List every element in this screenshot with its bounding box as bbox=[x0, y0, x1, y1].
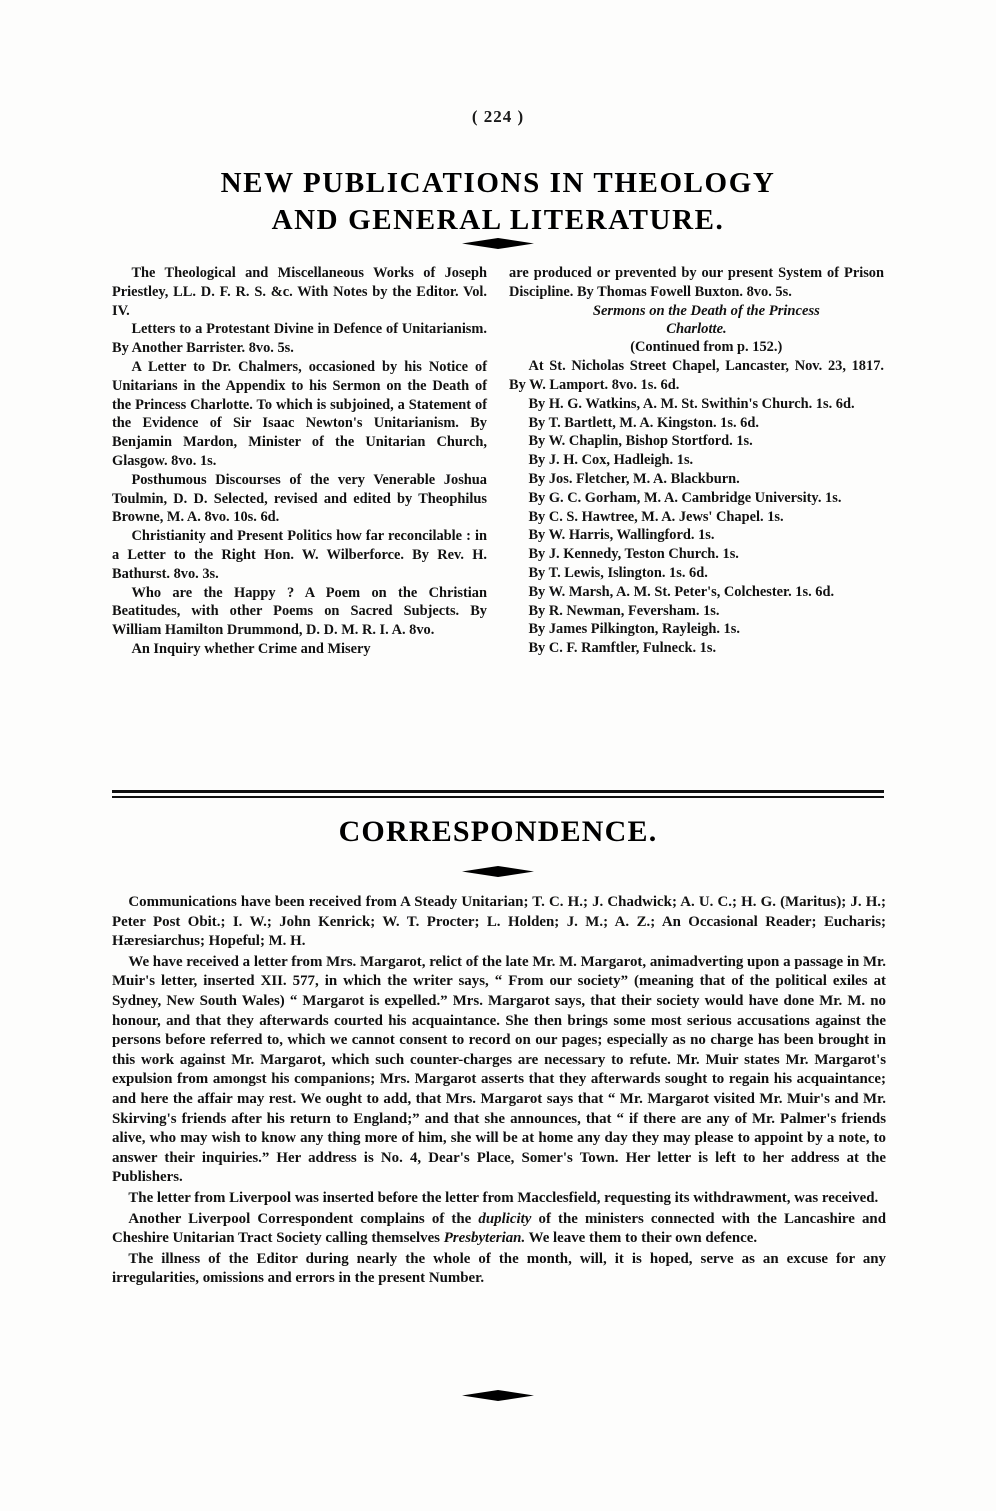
sermon-entry: By R. Newman, Feversham. 1s. bbox=[528, 602, 720, 619]
correspondence-paragraph-liverpool bbox=[112, 1210, 886, 1249]
sermons-heading-line-1: Sermons on the Death of the Princess bbox=[592, 302, 820, 319]
page-title-line-2: AND GENERAL LITERATURE. bbox=[271, 204, 725, 237]
publication-entry: Posthumous Discourses of the very Venerable Joshua Toulmin, D. D. Selected, revised and edited by Theophilus Browne, M. A. 8vo. 10s. 6d. bbox=[112, 471, 487, 526]
liverpool-italic-duplicity: duplicity bbox=[478, 1210, 532, 1227]
publication-entry: Letters to a Protestant Divine in Defence of Unitarianism. By Another Barrister. 8vo. 5s. bbox=[112, 321, 487, 357]
sermon-entry: By G. C. Gorham, M. A. Cambridge University. 1s. bbox=[528, 489, 842, 506]
correspondence-paragraph: Communications have been received from A Steady Unitarian; T. C. H.; J. Chadwick; A. U. C.; H. G. (Maritus); J. H.; Peter Post Obit.; I. W.; John Kenrick; W. T. Procter; L. Holden; J. M.; A. Z.; An Occasional Reader; Eucharis; Hæresiarchus; Hopeful; M. H. bbox=[112, 894, 886, 950]
publication-entry: Christianity and Present Politics how far reconcilable : in a Letter to the Right Hon. W. Wilberforce. By Rev. H. Bathurst. 8vo. 3s. bbox=[112, 528, 487, 582]
sermon-entry: By J. Kennedy, Teston Church. 1s. bbox=[528, 546, 739, 563]
publication-entry: A Letter to Dr. Chalmers, occasioned by his Notice of Unitarians in the Appendix to his Sermon on the Death of the Princess Charlotte. To which is subjoined, a Statement of the Evidence of Sir Isaac Newton's Unitarianism. By Benjamin Mardon, Minister of the Unitarian Church, Glasgow. 8vo. 1s. bbox=[112, 358, 487, 469]
publication-entry: The Theological and Miscellaneous Works of Joseph Priestley, LL. D. F. R. S. &c. With Notes by the Editor. Vol. IV. bbox=[112, 265, 487, 319]
correspondence-paragraph: The letter from Liverpool was inserted before the letter from Macclesfield, requesting its withdrawment, was received. bbox=[128, 1189, 879, 1206]
page-folio-number: ( 224 ) bbox=[471, 107, 525, 126]
publication-entry: Who are the Happy ? A Poem on the Christian Beatitudes, with other Poems on Sacred Subjects. By William Hamilton Drummond, D. D. M. R. I. A. 8vo. bbox=[112, 584, 487, 639]
sermon-entry: At St. Nicholas Street Chapel, Lancaster, Nov. 23, 1817. By W. Lamport. 8vo. 1s. 6d. bbox=[509, 358, 884, 393]
divider-thin-line bbox=[112, 796, 884, 798]
correspondence-title: CORRESPONDENCE. bbox=[338, 815, 658, 848]
left-column bbox=[112, 264, 487, 659]
sermon-entry: By J. H. Cox, Hadleigh. 1s. bbox=[528, 452, 694, 469]
liverpool-text-pre: Another Liverpool Correspondent complains of the bbox=[128, 1210, 479, 1227]
sermon-entry: By Jos. Fletcher, M. A. Blackburn. bbox=[528, 470, 740, 487]
sermons-heading-line-2: Charlotte. bbox=[666, 320, 727, 337]
correspondence-ornament-container bbox=[0, 866, 996, 877]
sermon-entry: By W. Marsh, A. M. St. Peter's, Colchester. 1s. 6d. bbox=[528, 583, 835, 600]
diamond-ornament-icon bbox=[462, 1390, 534, 1401]
sermon-entry: By C. S. Hawtree, M. A. Jews' Chapel. 1s. bbox=[528, 508, 784, 525]
page-title-line-1: NEW PUBLICATIONS IN THEOLOGY bbox=[220, 167, 776, 199]
liverpool-text-mid: of the ministers connected with the Lancashire and Cheshire Unitarian Tract Society calling themselves bbox=[112, 1210, 886, 1247]
page-title bbox=[110, 165, 886, 239]
correspondence-body bbox=[112, 893, 886, 1290]
sermon-entry: By T. Bartlett, M. A. Kingston. 1s. 6d. bbox=[528, 414, 759, 431]
title-ornament-container bbox=[0, 238, 996, 249]
sermon-entry: By W. Chaplin, Bishop Stortford. 1s. bbox=[528, 433, 753, 450]
liverpool-text-post: We leave them to their own defence. bbox=[525, 1230, 758, 1247]
diamond-ornament-icon bbox=[462, 238, 534, 249]
correspondence-paragraph-editor-illness: The illness of the Editor during nearly the whole of the month, will, it is hoped, serve as an excuse for any irregularities, omissions and errors in the present Number. bbox=[112, 1250, 886, 1287]
correspondence-paragraph: We have received a letter from Mrs. Margarot, relict of the late Mr. M. Margarot, animadverting upon a passage in Mr. Muir's letter, inserted XII. 577, in which the writer says, “ From our society” (meaning that of the political exiles at Sydney, New South Wales) “ Margarot is expelled.” Mrs. Margarot says, that their society would have done Mr. M. no honour, and that they afterwards courted his acquaintance. She then brings some most serious accusations against the persons before referred to, which we cannot consent to record on our pages; especially as no charge has been brought in this work against Mr. Margarot, which such counter-charges are necessary to refute. Mr. Muir states Mr. Margarot's expulsion from amongst his companions; Mrs. Margarot asserts that they afterwards sought to regain his acquaintance; and here the affair may rest. We ought to add, that Mrs. Margarot says that “ Mr. Margarot visited Mr. Muir's and Mr. Skirving's friends after his return to England;” and that she announces, that “ if there are any of Mr. Palmer's friends alive, who may wish to know any thing more of him, she will be at home any day they may please to appoint by a note, to answer their inquiries.” Her address is No. 4, Dear's Place, Somer's Town. Her letter is left to her address at the Publishers. bbox=[112, 953, 886, 1186]
sermon-entry: By T. Lewis, Islington. 1s. 6d. bbox=[528, 564, 708, 581]
sermon-entry: By James Pilkington, Rayleigh. 1s. bbox=[528, 621, 740, 638]
right-column bbox=[509, 264, 884, 659]
sermon-entry: By W. Harris, Wallingford. 1s. bbox=[528, 527, 715, 544]
two-column-body bbox=[112, 264, 884, 659]
publication-entry: An Inquiry whether Crime and Misery bbox=[131, 640, 371, 657]
sermon-entry: By C. F. Ramftler, Fulneck. 1s. bbox=[528, 640, 717, 657]
sermons-section-heading bbox=[509, 302, 884, 339]
sermon-entry: By H. G. Watkins, A. M. St. Swithin's Church. 1s. 6d. bbox=[528, 395, 855, 412]
publication-entry-continuation: are produced or prevented by our present System of Prison Discipline. By Thomas Fowell Buxton. 8vo. 5s. bbox=[509, 265, 884, 300]
diamond-ornament-icon bbox=[462, 866, 534, 877]
footer-ornament-container bbox=[0, 1390, 996, 1401]
section-divider-rule bbox=[112, 790, 884, 798]
liverpool-italic-presbyterian: Presbyterian. bbox=[443, 1230, 526, 1247]
continued-from-note: (Continued from p. 152.) bbox=[630, 339, 783, 356]
